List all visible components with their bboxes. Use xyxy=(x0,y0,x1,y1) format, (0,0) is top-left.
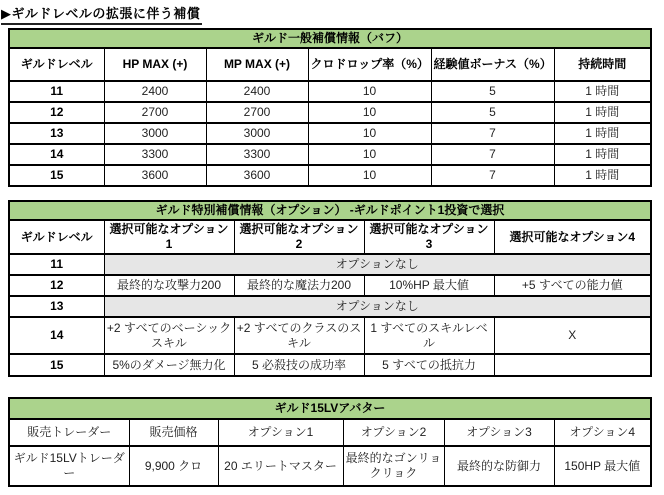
column-header-hp-max: HP MAX (+) xyxy=(104,48,206,81)
table-row xyxy=(9,144,651,165)
option-cell: +2 すべてのクラスのスキル xyxy=(234,317,364,354)
option-cell: 最終的な防御力 xyxy=(444,446,554,486)
level-cell: 14 xyxy=(9,317,104,354)
table-row xyxy=(9,296,651,317)
header-row xyxy=(9,48,651,81)
level-cell: 12 xyxy=(9,102,104,123)
value-cell: 2700 xyxy=(104,102,206,123)
value-cell: 5 xyxy=(431,102,554,123)
trader-cell: ギルド15LVトレーダー xyxy=(9,446,129,486)
special-option-table xyxy=(8,200,652,377)
value-cell: 3600 xyxy=(206,165,308,186)
special-option-table-title: ギルド特別補償情報（オプション） -ギルドポイント1投資で選択 xyxy=(9,201,651,220)
option-cell: 1 すべてのスキルレベル xyxy=(364,317,494,354)
table-row xyxy=(9,446,651,486)
no-option-cell: オプションなし xyxy=(104,254,651,275)
avatar-table xyxy=(8,397,652,487)
level-cell: 15 xyxy=(9,354,104,376)
general-buff-table-title: ギルド一般補償情報（バフ） xyxy=(9,29,651,48)
option-cell: 最終的な攻撃力200 xyxy=(104,275,234,296)
value-cell: 2400 xyxy=(104,81,206,102)
option-cell: 最終的なゴンリョクリョク xyxy=(343,446,444,486)
option-cell xyxy=(494,354,651,376)
column-header-mp-max: MP MAX (+) xyxy=(206,48,308,81)
value-cell: 7 xyxy=(431,123,554,144)
level-cell: 12 xyxy=(9,275,104,296)
table-row xyxy=(9,81,651,102)
value-cell: 1 時間 xyxy=(554,144,651,165)
value-cell: 7 xyxy=(431,144,554,165)
table-row xyxy=(9,275,651,296)
column-header-duration: 持続時間 xyxy=(554,48,651,81)
value-cell: 10 xyxy=(308,123,431,144)
column-header-option2: オプション2 xyxy=(343,419,444,446)
value-cell: 1 時間 xyxy=(554,123,651,144)
level-cell: 15 xyxy=(9,165,104,186)
option-cell: 20 エリートマスター xyxy=(218,446,343,486)
value-cell: 2700 xyxy=(206,102,308,123)
table-row xyxy=(9,165,651,186)
value-cell: 1 時間 xyxy=(554,81,651,102)
level-cell: 13 xyxy=(9,123,104,144)
value-cell: 3000 xyxy=(206,123,308,144)
column-header-option3: オプション3 xyxy=(444,419,554,446)
option-cell: 5 すべての抵抗力 xyxy=(364,354,494,376)
table-row xyxy=(9,317,651,354)
value-cell: 10 xyxy=(308,102,431,123)
price-cell: 9,900 クロ xyxy=(129,446,218,486)
header-row xyxy=(9,419,651,446)
value-cell: 10 xyxy=(308,165,431,186)
value-cell: 3000 xyxy=(104,123,206,144)
column-header-price: 販売価格 xyxy=(129,419,218,446)
level-cell: 11 xyxy=(9,254,104,275)
no-option-cell: オプションなし xyxy=(104,296,651,317)
option-cell: 5 必殺技の成功率 xyxy=(234,354,364,376)
option-cell: +2 すべてのベーシックスキル xyxy=(104,317,234,354)
value-cell: 7 xyxy=(431,165,554,186)
value-cell: 10 xyxy=(308,81,431,102)
table-row xyxy=(9,354,651,376)
value-cell: 3300 xyxy=(104,144,206,165)
column-header-exp-bonus: 経験値ボーナス（%） xyxy=(431,48,554,81)
table-title-row xyxy=(9,201,651,220)
value-cell: 3600 xyxy=(104,165,206,186)
level-cell: 11 xyxy=(9,81,104,102)
value-cell: 5 xyxy=(431,81,554,102)
option-cell: X xyxy=(494,317,651,354)
value-cell: 2400 xyxy=(206,81,308,102)
table-row xyxy=(9,254,651,275)
column-header-option3: 選択可能なオプション3 xyxy=(364,220,494,254)
option-cell: 最終的な魔法力200 xyxy=(234,275,364,296)
value-cell: 3300 xyxy=(206,144,308,165)
column-header-option4: オプション4 xyxy=(554,419,651,446)
column-header-guild-level: ギルドレベル xyxy=(9,220,104,254)
column-header-trader: 販売トレーダー xyxy=(9,419,129,446)
page-title: ▶ギルドレベルの拡張に伴う補償 xyxy=(1,3,202,25)
column-header-option2: 選択可能なオプション2 xyxy=(234,220,364,254)
column-header-option1: オプション1 xyxy=(218,419,343,446)
option-cell: 5%のダメージ無力化 xyxy=(104,354,234,376)
level-cell: 13 xyxy=(9,296,104,317)
level-cell: 14 xyxy=(9,144,104,165)
table-row xyxy=(9,123,651,144)
value-cell: 1 時間 xyxy=(554,102,651,123)
value-cell: 10 xyxy=(308,144,431,165)
table-title-row xyxy=(9,398,651,419)
column-header-option4: 選択可能なオプション4 xyxy=(494,220,651,254)
option-cell: +5 すべての能力値 xyxy=(494,275,651,296)
avatar-table-title: ギルド15LVアバター xyxy=(9,398,651,419)
option-cell: 10%HP 最大値 xyxy=(364,275,494,296)
table-title-row xyxy=(9,29,651,48)
column-header-guild-level: ギルドレベル xyxy=(9,48,104,81)
column-header-drop-rate: クロドロップ率（%） xyxy=(308,48,431,81)
column-header-option1: 選択可能なオプション1 xyxy=(104,220,234,254)
general-buff-table xyxy=(8,28,652,187)
value-cell: 1 時間 xyxy=(554,165,651,186)
header-row xyxy=(9,220,651,254)
option-cell: 150HP 最大値 xyxy=(554,446,651,486)
table-row xyxy=(9,102,651,123)
